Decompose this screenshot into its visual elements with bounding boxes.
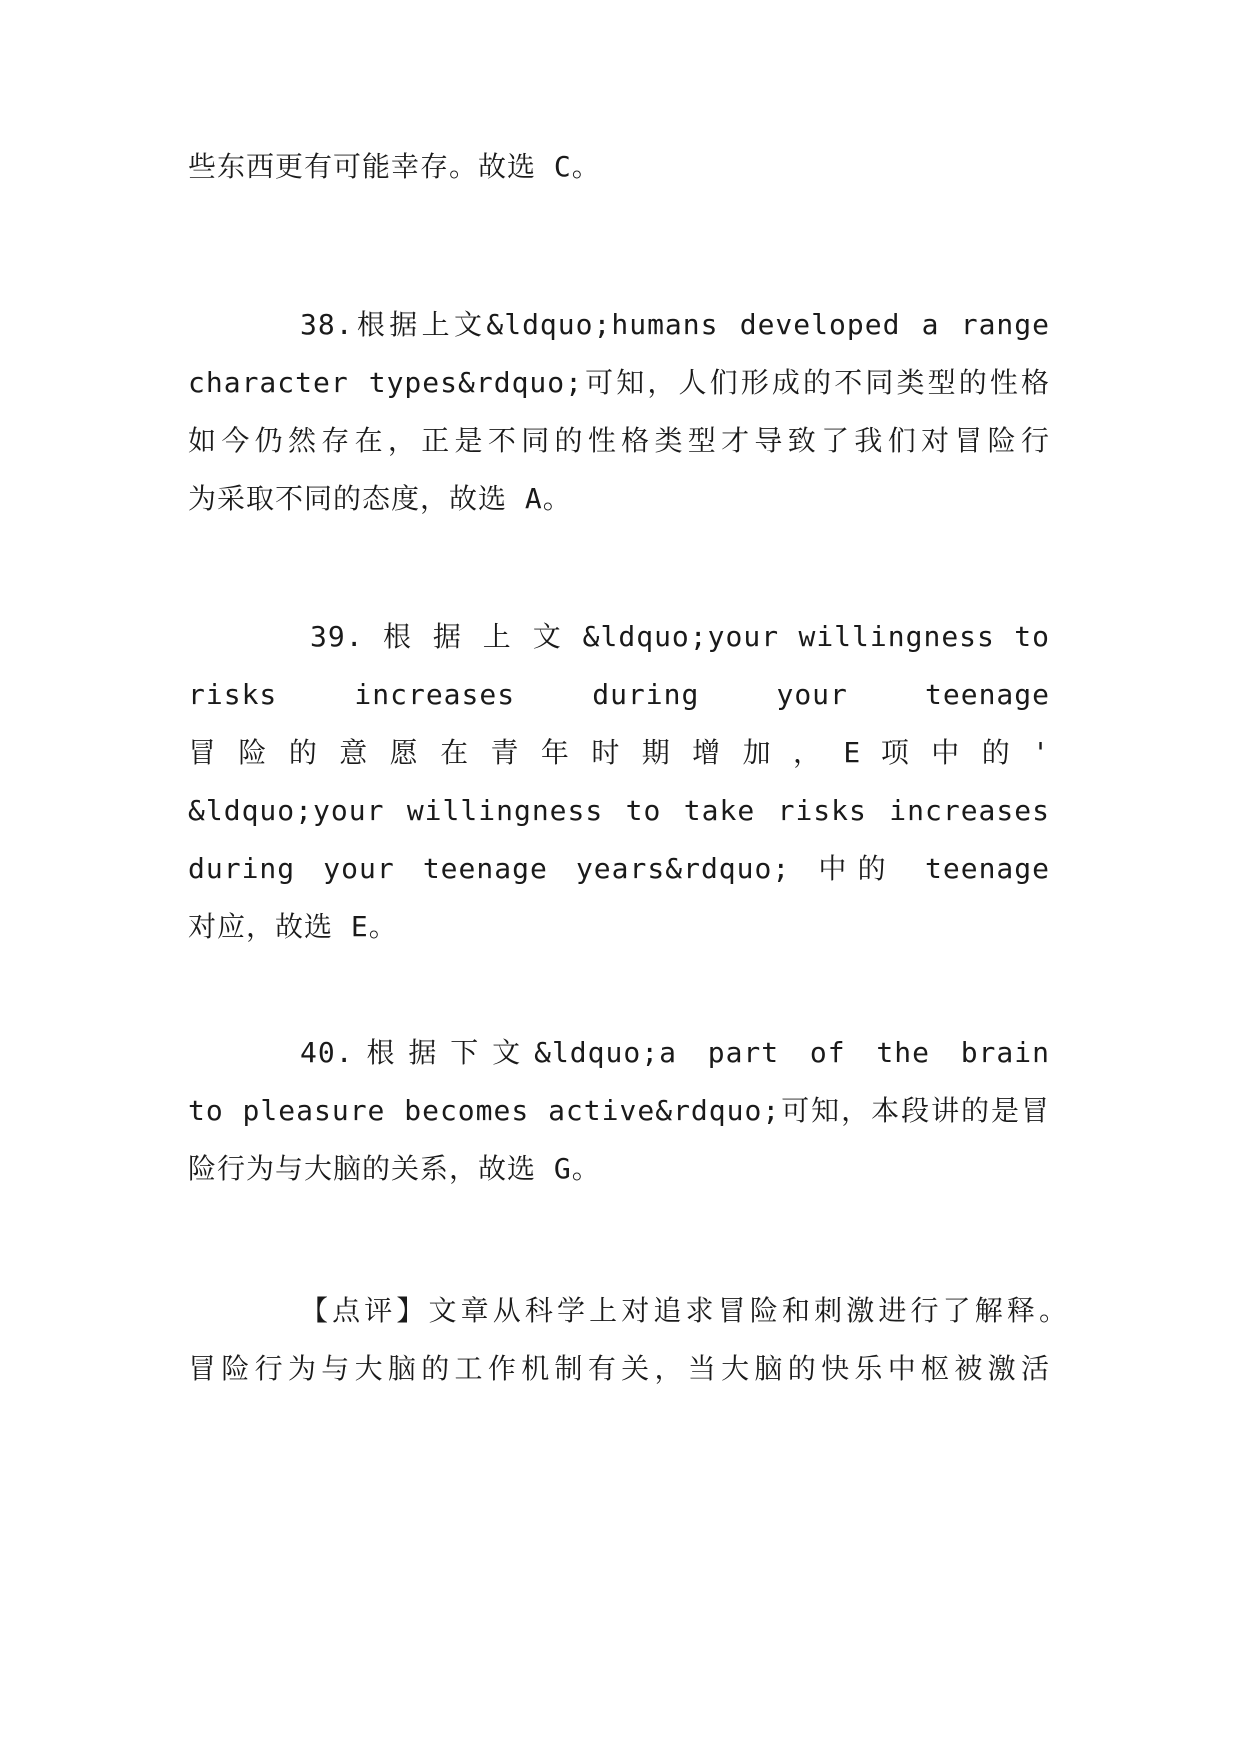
text-line: 冒 险 的 意 愿 在 青 年 时 期 增 加 ， E 项 中 的 ': [188, 736, 1050, 769]
text-line: character types&rdquo;可知，人们形成的不同类型的性格: [188, 366, 1050, 399]
text-line: 40.根据下文&ldquo;a part of the brain: [300, 1036, 1050, 1069]
text-line: 为采取不同的态度，故选 A。: [188, 482, 572, 515]
text-line: during your teenage years&rdquo; 中的 teenage: [188, 852, 1050, 885]
text-line: 39. 根 据 上 文 &ldquo;your willingness to: [310, 620, 1050, 653]
text-line: risks increases during your teenage: [188, 678, 1050, 711]
text-line: 些东西更有可能幸存。故选 C。: [188, 150, 601, 183]
text-line: 【点评】文章从科学上对追求冒险和刺激进行了解释。: [300, 1294, 1068, 1327]
text-line: 对应，故选 E。: [188, 910, 398, 943]
comment-paragraph: [188, 1282, 1068, 1398]
paragraph-38: [188, 296, 1050, 528]
text-line: &ldquo;your willingness to take risks increases: [188, 794, 1050, 827]
paragraph-40: [188, 1024, 1050, 1198]
text-line: 如今仍然存在，正是不同的性格类型才导致了我们对冒险行: [188, 424, 1050, 457]
text-line: 38.根据上文&ldquo;humans developed a range: [300, 308, 1050, 341]
text-line: 冒险行为与大脑的工作机制有关，当大脑的快乐中枢被激活: [188, 1352, 1050, 1385]
text-line: to pleasure becomes active&rdquo;可知，本段讲的是冒: [188, 1094, 1050, 1127]
paragraph-37-tail: [188, 138, 1050, 196]
text-line: 险行为与大脑的关系，故选 G。: [188, 1152, 601, 1185]
paragraph-39: [188, 608, 1050, 956]
